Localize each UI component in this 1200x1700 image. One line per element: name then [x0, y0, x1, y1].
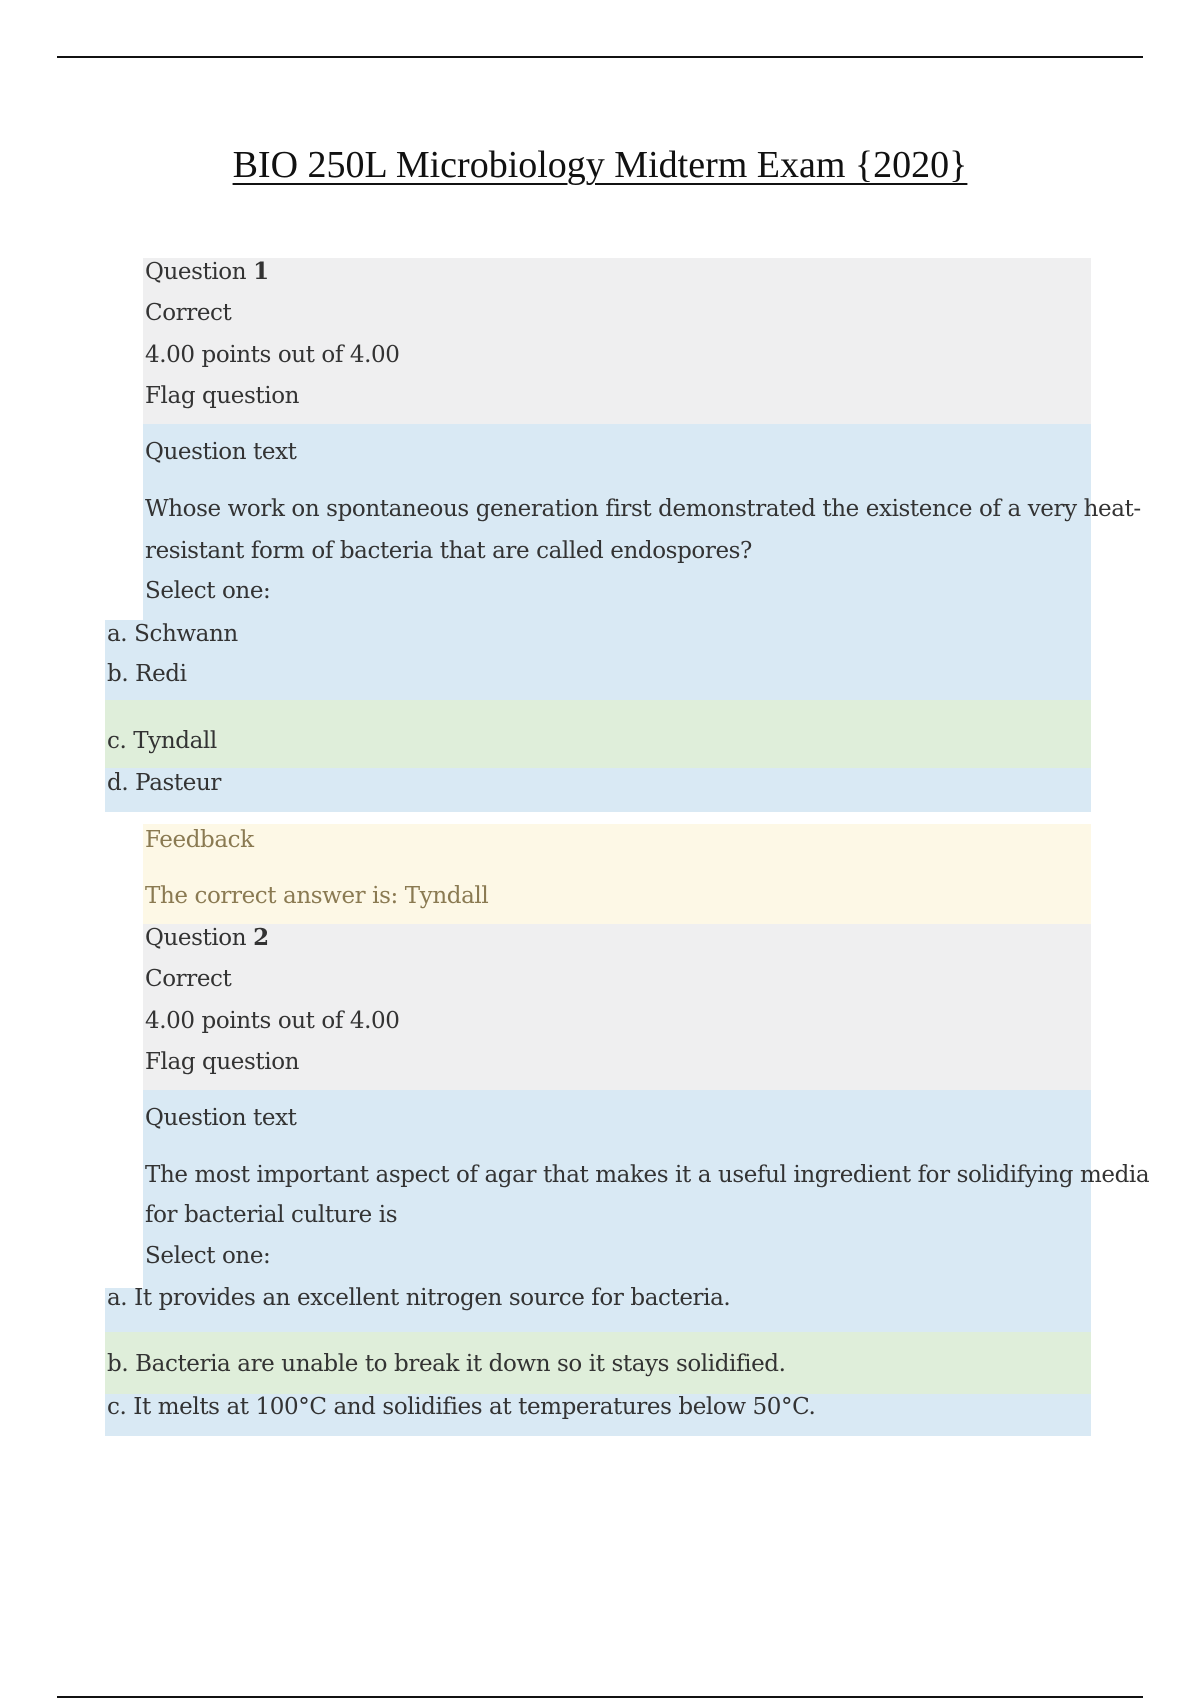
q2-option-c[interactable]: c. It melts at 100°C and solidifies at temperatures below 50°C. [107, 1394, 816, 1420]
q1-option-d[interactable]: d. Pasteur [107, 770, 221, 796]
page-title: BIO 250L Microbiology Midterm Exam {2020} [232, 144, 968, 186]
q2-text-line-2: for bacterial culture is [145, 1202, 398, 1228]
q1-feedback-heading: Feedback [145, 827, 254, 853]
q2-question-label: Question 2 [145, 924, 269, 951]
q1-option-c[interactable]: c. Tyndall [107, 728, 217, 754]
q1-correct-option-highlight [105, 700, 1091, 768]
q1-answer-panel [105, 620, 1091, 700]
q1-number: 1 [253, 258, 269, 285]
bottom-rule [57, 1696, 1143, 1698]
q2-option-a[interactable]: a. It provides an excellent nitrogen source for bacteria. [107, 1285, 731, 1311]
q1-points: 4.00 points out of 4.00 [145, 342, 400, 368]
top-rule [57, 56, 1143, 58]
q1-select-one: Select one: [145, 578, 271, 604]
q2-text-heading: Question text [145, 1105, 297, 1131]
q2-text-line-1: The most important aspect of agar that makes it a useful ingredient for solidifying media [145, 1162, 1150, 1188]
q1-text-line-1: Whose work on spontaneous generation first demonstrated the existence of a very heat- [145, 496, 1141, 522]
q2-option-b[interactable]: b. Bacteria are unable to break it down so it stays solidified. [107, 1351, 786, 1377]
q1-answer-panel-end [105, 768, 1091, 812]
q2-state: Correct [145, 966, 232, 992]
q1-state: Correct [145, 300, 232, 326]
q1-feedback-answer: The correct answer is: Tyndall [145, 883, 489, 909]
q1-text-heading: Question text [145, 439, 297, 465]
q2-select-one: Select one: [145, 1243, 271, 1269]
q1-option-b[interactable]: b. Redi [107, 661, 187, 687]
q1-option-a[interactable]: a. Schwann [107, 621, 238, 647]
q1-question-label: Question 1 [145, 258, 269, 285]
q2-number: 2 [253, 924, 269, 951]
q2-flag-question[interactable]: Flag question [145, 1049, 300, 1075]
q1-text-line-2: resistant form of bacteria that are called endospores? [145, 538, 752, 564]
q1-flag-question[interactable]: Flag question [145, 383, 300, 409]
q2-points: 4.00 points out of 4.00 [145, 1008, 400, 1034]
